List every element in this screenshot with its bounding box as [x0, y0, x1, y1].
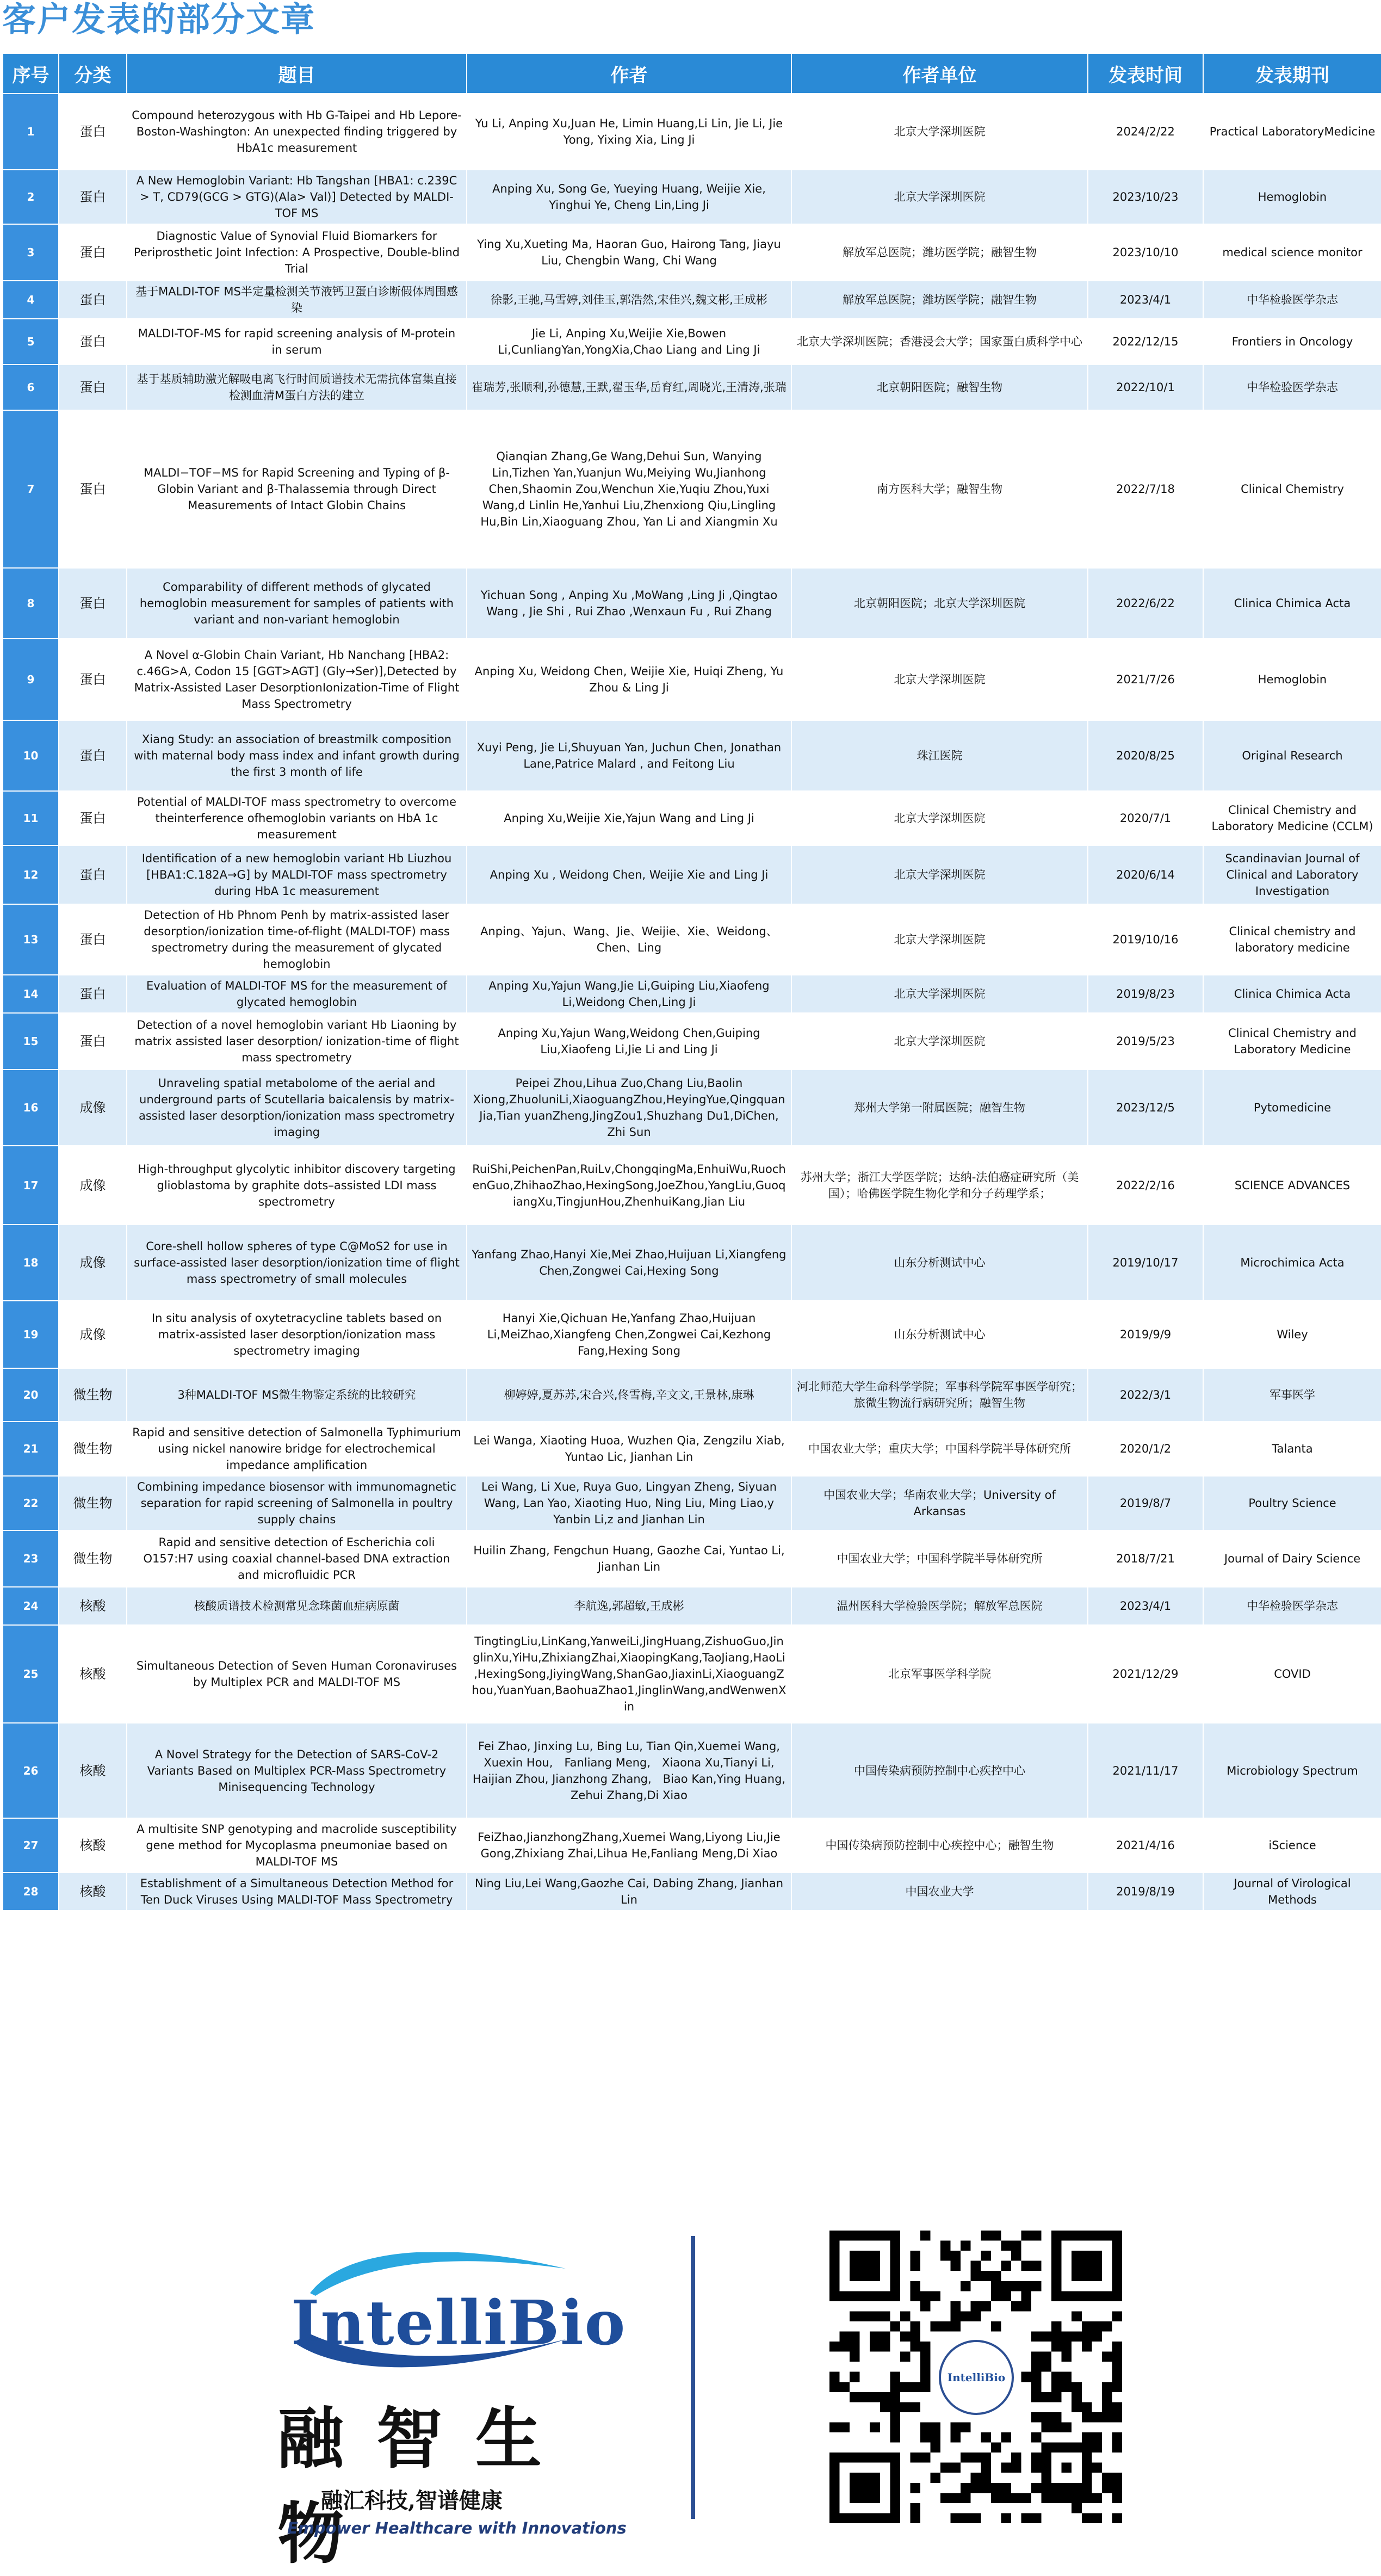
- header-category: 分类: [59, 53, 127, 94]
- cell-authors: RuiShi,PeichenPan,RuiLv,ChongqingMa,EnhuiWu,RuochenGuo,ZhihaoZhao,HexingSong,JoeZhou,YangLiu,GuoqiangXu,TingjunHou,ZhenhuiKang,Jian Liu: [467, 1146, 791, 1225]
- cell-journal: 中华检验医学杂志: [1203, 281, 1381, 319]
- cell-index: 13: [3, 904, 59, 975]
- cell-index: 20: [3, 1368, 59, 1422]
- table-row: [3, 568, 1381, 639]
- cell-category: 蛋白: [59, 639, 127, 720]
- table-row: [3, 1873, 1381, 1911]
- cell-authors: 徐影,王驰,马雪婷,刘佳玉,郭浩然,宋佳兴,魏文彬,王成彬: [467, 281, 791, 319]
- table-row: [3, 639, 1381, 720]
- cell-journal: iScience: [1203, 1818, 1381, 1873]
- cell-journal: SCIENCE ADVANCES: [1203, 1146, 1381, 1225]
- cell-category: 蛋白: [59, 365, 127, 410]
- cell-title: Combining impedance biosensor with immunomagnetic separation for rapid screening of Salmonella in poultry supply chains: [127, 1476, 467, 1530]
- cell-authors: Xuyi Peng, Jie Li,Shuyuan Yan, Juchun Chen, Jonathan Lane,Patrice Malard , and Feitong Liu: [467, 720, 791, 791]
- cell-category: 成像: [59, 1070, 127, 1146]
- cell-index: 19: [3, 1301, 59, 1368]
- cell-journal: Practical LaboratoryMedicine: [1203, 94, 1381, 170]
- table-row: [3, 720, 1381, 791]
- table-header-row: [3, 53, 1381, 94]
- cell-date: 2022/7/18: [1088, 410, 1203, 568]
- cell-authors: Lei Wanga, Xiaoting Huoa, Wuzhen Qia, Zengzilu Xiab, Yuntao Lic, Jianhan Lin: [467, 1422, 791, 1476]
- logo-chinese-name: 融智生物: [277, 2399, 574, 2573]
- cell-authors: Yu Li, Anping Xu,Juan He, Limin Huang,Li Lin, Jie Li, Jie Yong, Yixing Xia, Ling Ji: [467, 94, 791, 170]
- tagline-english: Empower Healthcare with Innovations: [287, 2519, 627, 2537]
- cell-affiliation: 北京朝阳医院；融智生物: [791, 365, 1088, 410]
- cell-category: 蛋白: [59, 720, 127, 791]
- cell-date: 2020/7/1: [1088, 791, 1203, 845]
- cell-index: 18: [3, 1225, 59, 1301]
- cell-date: 2022/2/16: [1088, 1146, 1203, 1225]
- cell-affiliation: 北京大学深圳医院: [791, 975, 1088, 1013]
- cell-journal: Clinica Chimica Acta: [1203, 568, 1381, 639]
- cell-affiliation: 中国传染病预防控制中心疾控中心: [791, 1723, 1088, 1818]
- table-row: [3, 1301, 1381, 1368]
- table-row: [3, 1587, 1381, 1625]
- cell-affiliation: 中国农业大学；重庆大学；中国科学院半导体研究所: [791, 1422, 1088, 1476]
- cell-title: Detection of a novel hemoglobin variant Hb Liaoning by matrix assisted laser desorption/ ionization-time of flight mass spectrometry: [127, 1013, 467, 1070]
- cell-title: A multisite SNP genotyping and macrolide susceptibility gene method for Mycoplasma pneumoniae based on MALDI-TOF MS: [127, 1818, 467, 1873]
- cell-journal: COVID: [1203, 1625, 1381, 1723]
- cell-affiliation: 中国传染病预防控制中心疾控中心；融智生物: [791, 1818, 1088, 1873]
- cell-date: 2019/10/17: [1088, 1225, 1203, 1301]
- cell-journal: 中华检验医学杂志: [1203, 365, 1381, 410]
- cell-affiliation: 山东分析测试中心: [791, 1301, 1088, 1368]
- cell-affiliation: 温州医科大学检验医学院；解放军总医院: [791, 1587, 1088, 1625]
- header-affiliation: 作者单位: [791, 53, 1088, 94]
- cell-title: Rapid and sensitive detection of Escherichia coli O157:H7 using coaxial channel-based DNA extraction and microfluidic PCR: [127, 1530, 467, 1587]
- cell-affiliation: 山东分析测试中心: [791, 1225, 1088, 1301]
- cell-index: 1: [3, 94, 59, 170]
- cell-index: 8: [3, 568, 59, 639]
- cell-journal: Poultry Science: [1203, 1476, 1381, 1530]
- cell-journal: Clinica Chimica Acta: [1203, 975, 1381, 1013]
- cell-index: 25: [3, 1625, 59, 1723]
- cell-affiliation: 河北师范大学生命科学学院；军事科学院军事医学研究；旅微生物流行病研究所；融智生物: [791, 1368, 1088, 1422]
- cell-affiliation: 中国农业大学: [791, 1873, 1088, 1911]
- cell-affiliation: 南方医科大学；融智生物: [791, 410, 1088, 568]
- cell-category: 蛋白: [59, 904, 127, 975]
- cell-category: 成像: [59, 1146, 127, 1225]
- cell-date: 2020/8/25: [1088, 720, 1203, 791]
- cell-category: 微生物: [59, 1476, 127, 1530]
- cell-authors: Ning Liu,Lei Wang,Gaozhe Cai, Dabing Zhang, Jianhan Lin: [467, 1873, 791, 1911]
- cell-journal: medical science monitor: [1203, 224, 1381, 281]
- cell-journal: Journal of Dairy Science: [1203, 1530, 1381, 1587]
- cell-category: 蛋白: [59, 791, 127, 845]
- cell-authors: TingtingLiu,LinKang,YanweiLi,JingHuang,ZishuoGuo,JinglinXu,YiHu,ZhixiangZhai,XiaopingKang,TaoJiang,HaoLi,HexingSong,JiyingWang,ShanGao,JiaxinLi,XiaoguangZhou,YuanYuan,BaohuaZhao1,JinglinWang,andWenwenXin: [467, 1625, 791, 1723]
- table-row: [3, 1225, 1381, 1301]
- cell-category: 蛋白: [59, 224, 127, 281]
- cell-title: Diagnostic Value of Synovial Fluid Biomarkers for Periprosthetic Joint Infection: A Prospective, Double-blind Trial: [127, 224, 467, 281]
- cell-category: 微生物: [59, 1530, 127, 1587]
- cell-index: 5: [3, 319, 59, 365]
- cell-index: 15: [3, 1013, 59, 1070]
- cell-title: Comparability of different methods of glycated hemoglobin measurement for samples of patients with variant and non-variant hemoglobin: [127, 568, 467, 639]
- cell-affiliation: 解放军总医院；潍坊医学院；融智生物: [791, 224, 1088, 281]
- cell-category: 蛋白: [59, 1013, 127, 1070]
- cell-index: 23: [3, 1530, 59, 1587]
- cell-date: 2021/4/16: [1088, 1818, 1203, 1873]
- cell-index: 12: [3, 845, 59, 904]
- cell-title: A New Hemoglobin Variant: Hb Tangshan [HBA1: c.239C > T, CD79(GCG > GTG)(Ala> Val)] Detected by MALDI-TOF MS: [127, 170, 467, 224]
- cell-title: In situ analysis of oxytetracycline tablets based on matrix-assisted laser desorption/ionization mass spectrometry imaging: [127, 1301, 467, 1368]
- cell-category: 蛋白: [59, 845, 127, 904]
- cell-date: 2019/8/23: [1088, 975, 1203, 1013]
- cell-title: 3种MALDI-TOF MS微生物鉴定系统的比较研究: [127, 1368, 467, 1422]
- cell-title: Identification of a new hemoglobin variant Hb Liuzhou [HBA1:C.182A→G] by MALDI-TOF mass spectrometry during HbA 1c measurement: [127, 845, 467, 904]
- table-row: [3, 281, 1381, 319]
- cell-journal: Clinical Chemistry and Laboratory Medicine: [1203, 1013, 1381, 1070]
- cell-journal: Wiley: [1203, 1301, 1381, 1368]
- cell-journal: Scandinavian Journal of Clinical and Laboratory Investigation: [1203, 845, 1381, 904]
- cell-authors: Anping Xu,Weijie Xie,Yajun Wang and Ling Ji: [467, 791, 791, 845]
- table-row: [3, 1723, 1381, 1818]
- table-row: [3, 365, 1381, 410]
- logo-wordmark: IntelliBio: [291, 2288, 627, 2359]
- table-row: [3, 791, 1381, 845]
- cell-category: 核酸: [59, 1873, 127, 1911]
- cell-index: 17: [3, 1146, 59, 1225]
- cell-date: 2021/7/26: [1088, 639, 1203, 720]
- cell-title: Xiang Study: an association of breastmilk composition with maternal body mass index and infant growth during the first 3 month of life: [127, 720, 467, 791]
- cell-index: 27: [3, 1818, 59, 1873]
- table-row: [3, 1013, 1381, 1070]
- cell-authors: Fei Zhao, Jinxing Lu, Bing Lu, Tian Qin,Xuemei Wang, Xuexin Hou, Fanliang Meng, Xiaona Xu,Tianyi Li, Haijian Zhou, Jianzhong Zhang, Biao Kan,Ying Huang, Zehui Zhang,Di Xiao: [467, 1723, 791, 1818]
- cell-date: 2022/10/1: [1088, 365, 1203, 410]
- cell-date: 2021/11/17: [1088, 1723, 1203, 1818]
- cell-date: 2019/10/16: [1088, 904, 1203, 975]
- cell-authors: 李航逸,郭超敏,王成彬: [467, 1587, 791, 1625]
- cell-index: 11: [3, 791, 59, 845]
- cell-category: 核酸: [59, 1723, 127, 1818]
- cell-date: 2022/6/22: [1088, 568, 1203, 639]
- cell-authors: 柳婷婷,夏苏苏,宋合兴,佟雪梅,辛文文,王景林,康琳: [467, 1368, 791, 1422]
- cell-category: 蛋白: [59, 568, 127, 639]
- cell-date: 2022/12/15: [1088, 319, 1203, 365]
- publications-table: [2, 53, 1381, 1911]
- cell-journal: Journal of Virological Methods: [1203, 1873, 1381, 1911]
- cell-category: 核酸: [59, 1818, 127, 1873]
- cell-authors: Ying Xu,Xueting Ma, Haoran Guo, Hairong Tang, Jiayu Liu, Chengbin Wang, Chi Wang: [467, 224, 791, 281]
- brand-logo: [239, 2171, 631, 2572]
- cell-affiliation: 北京大学深圳医院: [791, 94, 1088, 170]
- cell-journal: Clinical chemistry and laboratory medicine: [1203, 904, 1381, 975]
- cell-authors: Anping、Yajun、Wang、Jie、Weijie、Xie、Weidong、Chen、Ling: [467, 904, 791, 975]
- cell-title: Evaluation of MALDI-TOF MS for the measurement of glycated hemoglobin: [127, 975, 467, 1013]
- cell-authors: 崔瑞芳,张顺利,孙德慧,王默,翟玉华,岳育红,周晓光,王清涛,张瑞: [467, 365, 791, 410]
- cell-authors: Lei Wang, Li Xue, Ruya Guo, Lingyan Zheng, Siyuan Wang, Lan Yao, Xiaoting Huo, Ning Liu, Ming Liao,y Yanbin Li,z and Jianhan Lin: [467, 1476, 791, 1530]
- cell-affiliation: 中国农业大学；华南农业大学；University of Arkansas: [791, 1476, 1088, 1530]
- cell-date: 2023/10/23: [1088, 170, 1203, 224]
- cell-category: 核酸: [59, 1625, 127, 1723]
- cell-affiliation: 北京大学深圳医院: [791, 845, 1088, 904]
- qr-center-logo: IntelliBio: [933, 2334, 1020, 2421]
- table-row: [3, 1818, 1381, 1873]
- cell-title: Potential of MALDI-TOF mass spectrometry to overcome theinterference ofhemoglobin variants on HbA 1c measurement: [127, 791, 467, 845]
- cell-title: Simultaneous Detection of Seven Human Coronaviruses by Multiplex PCR and MALDI-TOF MS: [127, 1625, 467, 1723]
- cell-title: 核酸质谱技术检测常见念珠菌血症病原菌: [127, 1587, 467, 1625]
- cell-category: 核酸: [59, 1587, 127, 1625]
- cell-index: 6: [3, 365, 59, 410]
- cell-index: 7: [3, 410, 59, 568]
- cell-index: 3: [3, 224, 59, 281]
- table-row: [3, 170, 1381, 224]
- cell-journal: 中华检验医学杂志: [1203, 1587, 1381, 1625]
- cell-journal: Talanta: [1203, 1422, 1381, 1476]
- cell-journal: Microbiology Spectrum: [1203, 1723, 1381, 1818]
- cell-date: 2018/7/21: [1088, 1530, 1203, 1587]
- cell-authors: Anping Xu, Weidong Chen, Weijie Xie, Huiqi Zheng, Yu Zhou & Ling Ji: [467, 639, 791, 720]
- cell-affiliation: 北京大学深圳医院: [791, 170, 1088, 224]
- table-row: [3, 1146, 1381, 1225]
- cell-category: 成像: [59, 1225, 127, 1301]
- table-row: [3, 845, 1381, 904]
- cell-authors: Peipei Zhou,Lihua Zuo,Chang Liu,Baolin Xiong,ZhuoluniLi,XiaoguangZhou,HeyingYue,QingquanJia,Tian yuanZheng,JingZou1,Shuzhang Du1,DiChen, Zhi Sun: [467, 1070, 791, 1146]
- cell-journal: Original Research: [1203, 720, 1381, 791]
- cell-authors: Yanfang Zhao,Hanyi Xie,Mei Zhao,Huijuan Li,Xiangfeng Chen,Zongwei Cai,Hexing Song: [467, 1225, 791, 1301]
- cell-category: 蛋白: [59, 410, 127, 568]
- tagline-chinese: 融汇科技,智谱健康: [321, 2488, 503, 2513]
- cell-index: 2: [3, 170, 59, 224]
- table-row: [3, 410, 1381, 568]
- cell-date: 2020/1/2: [1088, 1422, 1203, 1476]
- cell-date: 2023/4/1: [1088, 1587, 1203, 1625]
- cell-title: Unraveling spatial metabolome of the aerial and underground parts of Scutellaria baicalensis by matrix-assisted laser desorption/ionization mass spectrometry imaging: [127, 1070, 467, 1146]
- cell-title: 基于基质辅助激光解吸电离飞行时间质谱技术无需抗体富集直接检测血清M蛋白方法的建立: [127, 365, 467, 410]
- cell-journal: Microchimica Acta: [1203, 1225, 1381, 1301]
- cell-title: A Novel α-Globin Chain Variant, Hb Nanchang [HBA2: c.46G>A, Codon 15 [GGT>AGT] (Gly→Ser)],Detected by Matrix-Assisted Laser DesorptionIonization-Time of Flight Mass Spectrometry: [127, 639, 467, 720]
- cell-category: 蛋白: [59, 281, 127, 319]
- cell-index: 10: [3, 720, 59, 791]
- cell-title: Rapid and sensitive detection of Salmonella Typhimurium using nickel nanowire bridge for electrochemical impedance amplification: [127, 1422, 467, 1476]
- cell-authors: FeiZhao,JianzhongZhang,Xuemei Wang,Liyong Liu,Jie Gong,Zhixiang Zhai,Lihua He,Fanliang Meng,Di Xiao: [467, 1818, 791, 1873]
- cell-date: 2020/6/14: [1088, 845, 1203, 904]
- cell-category: 微生物: [59, 1422, 127, 1476]
- cell-index: 16: [3, 1070, 59, 1146]
- cell-authors: Anping Xu, Song Ge, Yueying Huang, Weijie Xie, Yinghui Ye, Cheng Lin,Ling Ji: [467, 170, 791, 224]
- cell-authors: Jie Li, Anping Xu,Weijie Xie,Bowen Li,CunliangYan,YongXia,Chao Liang and Ling Ji: [467, 319, 791, 365]
- cell-journal: Pytomedicine: [1203, 1070, 1381, 1146]
- cell-title: Core-shell hollow spheres of type C@MoS2 for use in surface-assisted laser desorption/ionization time of flight mass spectrometry of small molecules: [127, 1225, 467, 1301]
- cell-journal: Hemoglobin: [1203, 170, 1381, 224]
- header-journal: 发表期刊: [1203, 53, 1381, 94]
- cell-date: 2023/10/10: [1088, 224, 1203, 281]
- cell-category: 蛋白: [59, 94, 127, 170]
- cell-title: 基于MALDI-TOF MS半定量检测关节液钙卫蛋白诊断假体周围感染: [127, 281, 467, 319]
- cell-affiliation: 北京军事医学科学院: [791, 1625, 1088, 1723]
- cell-category: 蛋白: [59, 319, 127, 365]
- cell-affiliation: 苏州大学；浙江大学医学院；达纳-法伯癌症研究所（美国）；哈佛医学院生物化学和分子药理学系；: [791, 1146, 1088, 1225]
- table-row: [3, 1530, 1381, 1587]
- page-title: 客户发表的部分文章: [2, 0, 316, 39]
- cell-title: A Novel Strategy for the Detection of SARS-CoV-2 Variants Based on Multiplex PCR-Mass Spectrometry Minisequencing Technology: [127, 1723, 467, 1818]
- table-row: [3, 319, 1381, 365]
- cell-category: 蛋白: [59, 170, 127, 224]
- table-row: [3, 94, 1381, 170]
- cell-journal: Clinical Chemistry and Laboratory Medicine (CCLM): [1203, 791, 1381, 845]
- cell-title: Detection of Hb Phnom Penh by matrix-assisted laser desorption/ionization time-of-flight (MALDI-TOF) mass spectrometry during the measurement of glycated hemoglobin: [127, 904, 467, 975]
- cell-date: 2021/12/29: [1088, 1625, 1203, 1723]
- table-row: [3, 224, 1381, 281]
- cell-affiliation: 郑州大学第一附属医院；融智生物: [791, 1070, 1088, 1146]
- cell-title: High-throughput glycolytic inhibitor discovery targeting glioblastoma by graphite dots–assisted LDI mass spectrometry: [127, 1146, 467, 1225]
- cell-affiliation: 北京大学深圳医院: [791, 1013, 1088, 1070]
- table-row: [3, 1476, 1381, 1530]
- cell-authors: Qianqian Zhang,Ge Wang,Dehui Sun, Wanying Lin,Tizhen Yan,Yuanjun Wu,Meiying Wu,Jianhong Chen,Shaomin Zou,Wenchun Xie,Yuqiu Zhou,Yuxi Wang,d Linlin He,Yanhui Liu,Zhenxiong Qiu,Lingling Hu,Bin Lin,Xiaoguang Zhou, Yan Li and Xiangmin Xu: [467, 410, 791, 568]
- footer: [0, 2171, 1381, 2572]
- cell-date: 2023/12/5: [1088, 1070, 1203, 1146]
- cell-index: 9: [3, 639, 59, 720]
- header-date: 发表时间: [1088, 53, 1203, 94]
- table-row: [3, 904, 1381, 975]
- cell-authors: Hanyi Xie,Qichuan He,Yanfang Zhao,Huijuan Li,MeiZhao,Xiangfeng Chen,Zongwei Cai,Kezhong Fang,Hexing Song: [467, 1301, 791, 1368]
- cell-affiliation: 珠江医院: [791, 720, 1088, 791]
- cell-affiliation: 解放军总医院；潍坊医学院；融智生物: [791, 281, 1088, 319]
- cell-journal: Clinical Chemistry: [1203, 410, 1381, 568]
- cell-journal: 军事医学: [1203, 1368, 1381, 1422]
- cell-category: 蛋白: [59, 975, 127, 1013]
- cell-index: 24: [3, 1587, 59, 1625]
- cell-date: 2019/9/9: [1088, 1301, 1203, 1368]
- cell-date: 2019/8/19: [1088, 1873, 1203, 1911]
- cell-index: 21: [3, 1422, 59, 1476]
- cell-index: 28: [3, 1873, 59, 1911]
- header-authors: 作者: [467, 53, 791, 94]
- header-title: 题目: [127, 53, 467, 94]
- cell-journal: Hemoglobin: [1203, 639, 1381, 720]
- footer-divider: [691, 2236, 695, 2519]
- cell-index: 22: [3, 1476, 59, 1530]
- cell-affiliation: 北京大学深圳医院: [791, 639, 1088, 720]
- header-index: 序号: [3, 53, 59, 94]
- cell-index: 26: [3, 1723, 59, 1818]
- cell-title: MALDI−TOF−MS for Rapid Screening and Typing of β-Globin Variant and β-Thalassemia through Direct Measurements of Intact Globin Chains: [127, 410, 467, 568]
- table-row: [3, 975, 1381, 1013]
- table-row: [3, 1070, 1381, 1146]
- cell-date: 2019/5/23: [1088, 1013, 1203, 1070]
- cell-authors: Anping Xu,Yajun Wang,Jie Li,Guiping Liu,Xiaofeng Li,Weidong Chen,Ling Ji: [467, 975, 791, 1013]
- table-row: [3, 1422, 1381, 1476]
- table-row: [3, 1368, 1381, 1422]
- cell-journal: Frontiers in Oncology: [1203, 319, 1381, 365]
- cell-title: Establishment of a Simultaneous Detection Method for Ten Duck Viruses Using MALDI-TOF Mass Spectrometry: [127, 1873, 467, 1911]
- cell-affiliation: 北京朝阳医院；北京大学深圳医院: [791, 568, 1088, 639]
- cell-date: 2024/2/22: [1088, 94, 1203, 170]
- cell-affiliation: 北京大学深圳医院: [791, 904, 1088, 975]
- cell-date: 2019/8/7: [1088, 1476, 1203, 1530]
- cell-title: MALDI-TOF-MS for rapid screening analysis of M-protein in serum: [127, 319, 467, 365]
- cell-affiliation: 中国农业大学；中国科学院半导体研究所: [791, 1530, 1088, 1587]
- cell-authors: Huilin Zhang, Fengchun Huang, Gaozhe Cai, Yuntao Li, Jianhan Lin: [467, 1530, 791, 1587]
- cell-title: Compound heterozygous with Hb G-Taipei and Hb Lepore-Boston-Washington: An unexpected finding triggered by HbA1c measurement: [127, 94, 467, 170]
- cell-index: 14: [3, 975, 59, 1013]
- publications-body: [3, 94, 1381, 1911]
- cell-category: 成像: [59, 1301, 127, 1368]
- cell-date: 2023/4/1: [1088, 281, 1203, 319]
- cell-authors: Anping Xu , Weidong Chen, Weijie Xie and Ling Ji: [467, 845, 791, 904]
- cell-authors: Yichuan Song , Anping Xu ,MoWang ,Ling Ji ,Qingtao Wang , Jie Shi , Rui Zhao ,Wenxaun Fu , Rui Zhang: [467, 568, 791, 639]
- cell-affiliation: 北京大学深圳医院；香港浸会大学；国家蛋白质科学中心: [791, 319, 1088, 365]
- cell-date: 2022/3/1: [1088, 1368, 1203, 1422]
- cell-authors: Anping Xu,Yajun Wang,Weidong Chen,Guiping Liu,Xiaofeng Li,Jie Li and Ling Ji: [467, 1013, 791, 1070]
- cell-affiliation: 北京大学深圳医院: [791, 791, 1088, 845]
- cell-index: 4: [3, 281, 59, 319]
- cell-category: 微生物: [59, 1368, 127, 1422]
- table-row: [3, 1625, 1381, 1723]
